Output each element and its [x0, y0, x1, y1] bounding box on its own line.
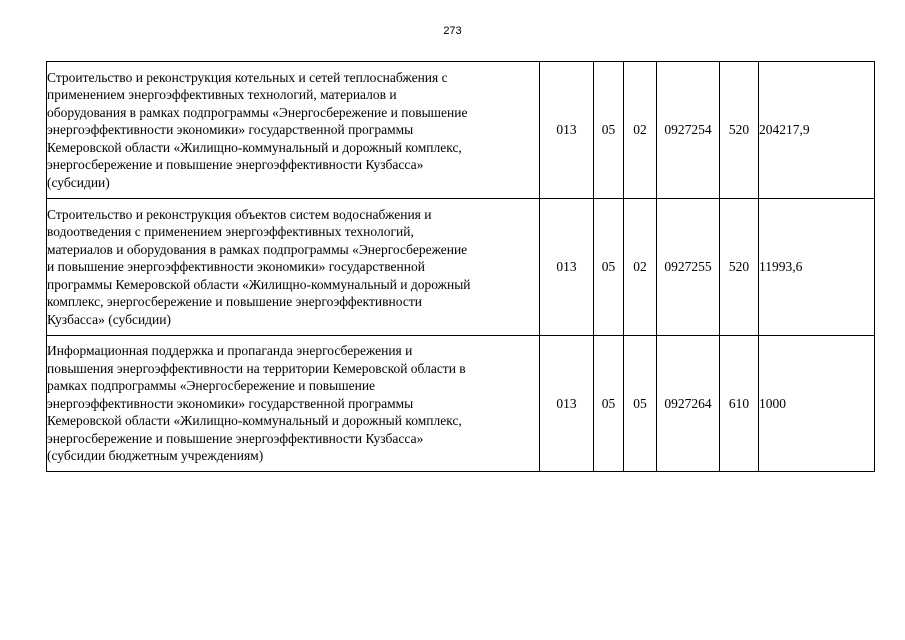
- expense-description: Строительство и реконструкция объектов систем водоснабжения и водоотведения с применением энергоэффективных технологий, материалов и оборудования в рамках подпрограммы «Энергосбережение и повышение энергоэффективности экономики» государственной программы Кемеровской области «Жилищно-коммунальный и дорожный комплекс, энергосбережение и повышение энергоэффективности Кузбасса» (субсидии): [47, 199, 540, 336]
- table-row: [47, 199, 875, 336]
- section-code: 05: [594, 62, 624, 199]
- table-row: [47, 62, 875, 199]
- target-article-code: 0927254: [657, 62, 720, 199]
- subsection-code: 05: [624, 336, 657, 472]
- section-code: 05: [594, 199, 624, 336]
- ministry-code: 013: [540, 199, 594, 336]
- expense-description: Строительство и реконструкция котельных и сетей теплоснабжения с применением энергоэффективных технологий, материалов и оборудования в рамках подпрограммы «Энергосбережение и повышение энергоэффективности экономики» государственной программы Кемеровской области «Жилищно-коммунальный и дорожный комплекс, энергосбережение и повышение энергоэффективности Кузбасса» (субсидии): [47, 62, 540, 199]
- expense-type-code: 520: [720, 62, 759, 199]
- expense-type-code: 610: [720, 336, 759, 472]
- page-number: 273: [443, 25, 462, 37]
- amount-value: 1000: [759, 336, 875, 472]
- amount-value: 204217,9: [759, 62, 875, 199]
- table-row: [47, 336, 875, 472]
- subsection-code: 02: [624, 62, 657, 199]
- ministry-code: 013: [540, 336, 594, 472]
- budget-table: [46, 61, 875, 472]
- expense-description: Информационная поддержка и пропаганда энергосбережения и повышения энергоэффективности на территории Кемеровской области в рамках подпрограммы «Энергосбережение и повышение энергоэффективности экономики» государственной программы Кемеровской области «Жилищно-коммунальный и дорожный комплекс, энергосбережение и повышение энергоэффективности Кузбасса» (субсидии бюджетным учреждениям): [47, 336, 540, 472]
- target-article-code: 0927264: [657, 336, 720, 472]
- subsection-code: 02: [624, 199, 657, 336]
- target-article-code: 0927255: [657, 199, 720, 336]
- section-code: 05: [594, 336, 624, 472]
- ministry-code: 013: [540, 62, 594, 199]
- expense-type-code: 520: [720, 199, 759, 336]
- amount-value: 11993,6: [759, 199, 875, 336]
